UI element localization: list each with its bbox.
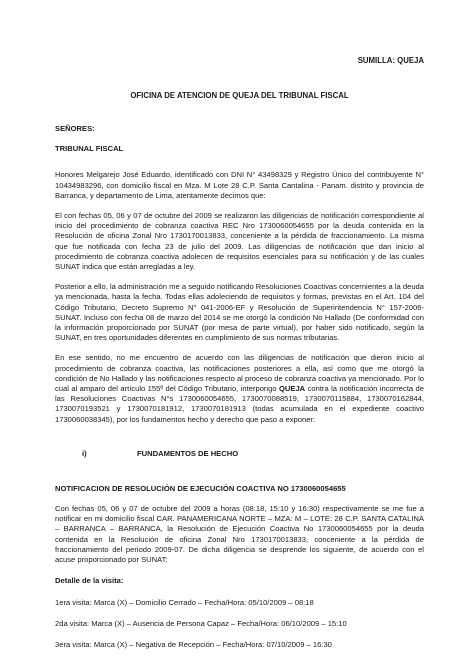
section-heading (55, 449, 424, 459)
sumilla-label: SUMILLA: QUEJA (357, 56, 424, 65)
intro-paragraph: Honores Melgarejo José Eduardo, identificado con DNI N° 43498329 y Registro Único del contribuyente N° 10434983296, con domicilio fiscal en Mza. M Lote 28 C.P. Santa Cantalina - Panam. distrito y provincia de Barranca, y departamento de Lima, atentamente decimos que: (55, 170, 424, 200)
visit-item: 3era visita: Marca (X) – Negativa de Recepción – Fecha/Hora: 07/10/2009 – 16:30 (55, 639, 332, 649)
recipient-heading: TRIBUNAL FISCAL (55, 144, 124, 154)
salutation-heading: SEÑORES: (55, 124, 95, 133)
visit-detail-heading: Detalle de la visita: (55, 576, 124, 586)
notice-subheading: NOTIFICACION DE RESOLUCIÓN DE EJECUCIÓN COACTIVA NO 1730060054655 (55, 483, 346, 493)
visit-item: 1era visita: Marca (X) – Domicilio Cerrado – Fecha/Hora: 05/10/2009 – 08:18 (55, 597, 314, 607)
paragraph-3 (55, 353, 424, 424)
section-number: i) (82, 448, 87, 458)
paragraph-3-text-b: contra la notificación incorrecta de las Resoluciones Coactivas N°s 1730060054655, 1730070088519, 1730070115884, 1730070162844, 1730070193521 y 1730070181912, 1730070181913 (todas acumulada en el expediente coactivo 1730060038345), por los fundamentos hecho y derecho que paso a exponer: (55, 384, 425, 424)
visit-item: 2da visita: Marca (X) – Ausencia de Persona Capaz – Fecha/Hora: 06/10/2009 – 15:10 (55, 618, 347, 628)
paragraph-2: Posterior a ello, la administración me a seguido notificando Resoluciones Coactivas concernientes a la deuda ya mencionada, hasta la fecha. Todas ellas adoleciendo de requisitos y formas, previstas en el Art. 104 del Código Tributario, Decreto Supremo N° 041-2006-EF y Resolución de Superintendencia N° 157-2006-SUNAT. Incluso con fecha 08 de marzo del 2014 se me otorgó la condición No Hallado (De conformidad con la información proporcionado por SUNAT (por mesa de parte virtual), por haber sido notificado, según la SUNAT, en tres oportunidades diferentes en cumplimiento de sus normas tributarias. (55, 282, 424, 343)
section-title: FUNDAMENTOS DE HECHO (137, 448, 239, 458)
office-title: OFICINA DE ATENCION DE QUEJA DEL TRIBUNAL FISCAL (130, 91, 349, 100)
notice-paragraph: Con fechas 05, 06 y 07 de octubre del 2009 a horas (08:18, 15:10 y 16:30) respectivamente se me fue a notificar en mi domicilio fiscal CAR. PANAMERICANA NORTE – MZA: M – LOTE: 28 C.P. SANTA CATALINA – BARRANCA – BARRANCA, la Resolución de Ejecución Coactiva No 1730060054655 por la deuda contenida en la Resolución de oficina Zonal Nro 1730170013833, conceniente a la pérdida de fraccionamiento del periodo 2009-07. De dicha diligencia se desprende los siguiente, de acuerdo con el acuse proporcionado por SUNAT: (55, 504, 424, 565)
queja-emphasis: QUEJA (279, 384, 306, 394)
paragraph-3-text-a: En ese sentido, no me encuentro de acuerdo con las diligencias de notificación que dieron inicio al procedimiento de cobranza coactiva, las notificaciones posteriores a ella, así como que me otorgó la condición de No Hallado y las notificaciones respecto al proceso de cobranza coactiva ya mencionado. Por lo cual al amparo del artículo 155º del Código Tributario, interpongo (55, 353, 424, 394)
paragraph-1: El con fechas 05, 06 y 07 de octubre del 2009 se realizaron las diligencias de notificación correspondiente al inicio del procedimiento de cobranza coactiva REC Nro 1730060054655 por la deuda contenida en la Resolución de oficina Zonal Nro 1730170013833, conceniente a la pérdida de fraccionamiento. La misma que fue notificada con fecha 23 de julio del 2009. Las diligencias de notificación que dan inicio al procedimiento de cobranza coactiva adolecen de requisitos esenciales para su notificación y de las cuales SUNAT indica que están arregladas a ley. (55, 211, 424, 272)
